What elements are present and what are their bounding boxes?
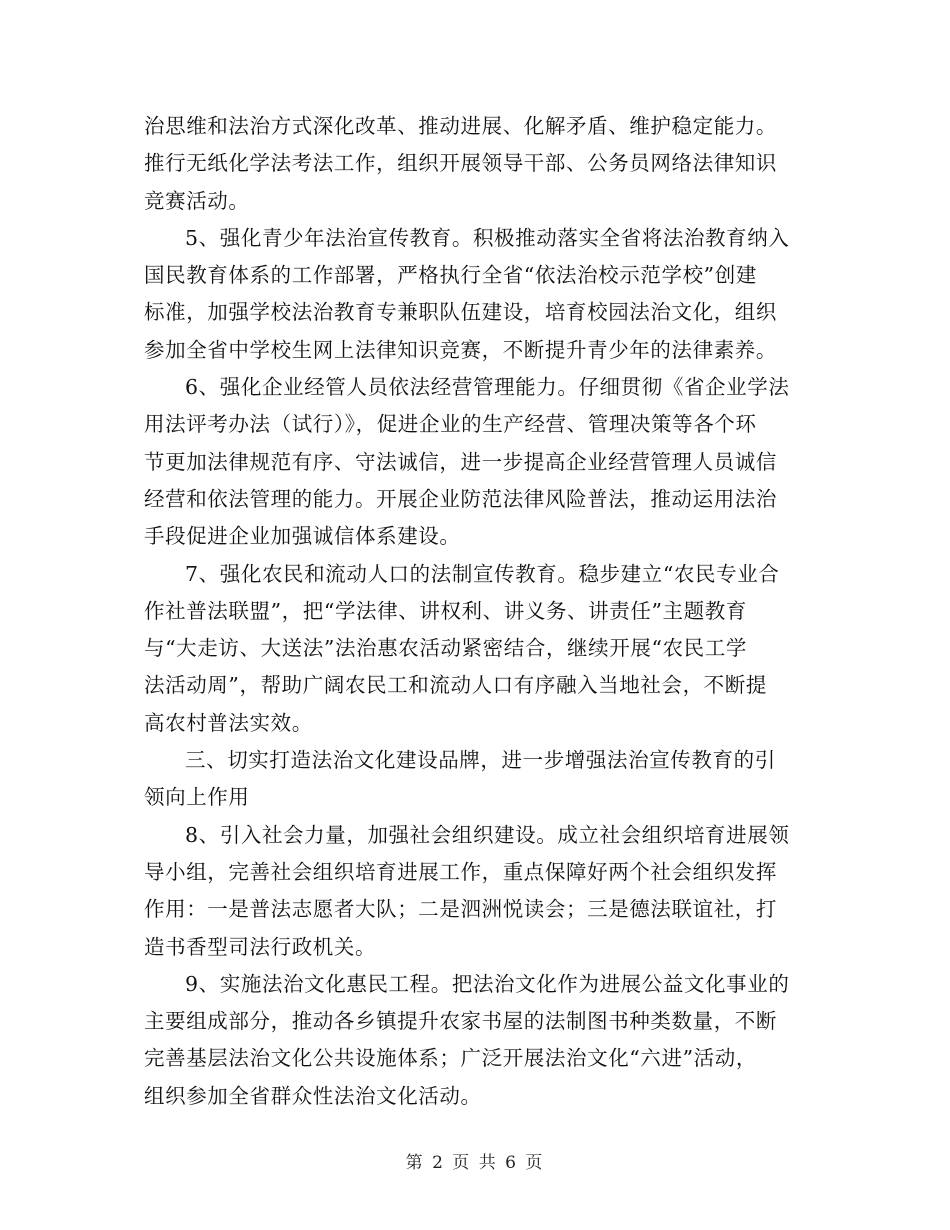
section-heading-3 [144, 742, 806, 817]
text-line: 9、实施法治文化惠民工程。把法治文化作为进展公益文化事业的 [185, 971, 790, 996]
paragraph-continued [144, 108, 806, 220]
text-line: 法活动周”，帮助广阔农民工和流动人口有序融入当地社会，不断提 [144, 673, 767, 698]
text-line: 参加全省中学校生网上法律知识竞赛，不断提升青少年的法律素养。 [144, 337, 777, 362]
text-line: 经营和依法管理的能力。开展企业防范法律风险普法，推动运用法治 [144, 486, 777, 511]
text-line: 主要组成部分，推动各乡镇提升农家书屋的法制图书种类数量，不断 [144, 1009, 777, 1034]
text-line: 国民教育体系的工作部署，严格执行全省“依法治校示范学校”创建 [144, 263, 757, 288]
text-line: 推行无纸化学法考法工作，组织开展领导干部、公务员网络法律知识 [144, 151, 777, 176]
document-body [144, 108, 806, 1115]
page-number-footer: 第 2 页 共 6 页 [405, 1153, 545, 1173]
text-line: 高农村普法实效。 [144, 710, 313, 735]
text-line: 领向上作用 [144, 785, 250, 810]
paragraph-item-5 [144, 220, 806, 369]
text-line: 7、强化农民和流动人口的法制宣传教育。稳步建立“农民专业合 [185, 561, 780, 586]
paragraph-item-7 [144, 556, 806, 742]
text-line: 8、引入社会力量，加强社会组织建设。成立社会组织培育进展领 [185, 822, 790, 847]
paragraph-item-9 [144, 966, 806, 1115]
text-line: 竞赛活动。 [144, 188, 250, 213]
text-line: 手段促进企业加强诚信体系建设。 [144, 524, 461, 549]
text-line: 作社普法联盟”，把“学法律、讲权利、讲义务、讲责任”主题教育 [144, 598, 747, 623]
text-line: 治思维和法治方式深化改革、推动进展、化解矛盾、维护稳定能力。 [144, 114, 777, 138]
text-line: 组织参加全省群众性法治文化活动。 [144, 1083, 482, 1108]
text-line: 作用：一是普法志愿者大队；二是泗洲悦读会；三是德法联谊社，打 [144, 897, 777, 922]
text-line: 完善基层法治文化公共设施体系；广泛开展法治文化“六进”活动， [144, 1046, 757, 1071]
text-line: 与“大走访、大送法”法治惠农活动紧密结合，继续开展“农民工学 [144, 636, 747, 661]
text-line: 5、强化青少年法治宣传教育。积极推动落实全省将法治教育纳入 [185, 225, 790, 250]
text-line: 6、强化企业经管人员依法经营管理能力。仔细贯彻《省企业学法 [185, 375, 790, 400]
paragraph-item-8 [144, 817, 806, 966]
text-line: 导小组，完善社会组织培育进展工作，重点保障好两个社会组织发挥 [144, 859, 777, 884]
text-line: 标准，加强学校法治教育专兼职队伍建设，培育校园法治文化，组织 [144, 300, 777, 325]
text-line: 用法评考办法（试行）》，促进企业的生产经营、管理决策等各个环 [144, 412, 757, 437]
text-line: 造书香型司法行政机关。 [144, 934, 377, 959]
text-line: 节更加法律规范有序、守法诚信，进一步提高企业经营管理人员诚信 [144, 449, 777, 474]
paragraph-item-6 [144, 369, 806, 555]
text-line: 三、切实打造法治文化建设品牌，进一步增强法治宣传教育的引 [185, 748, 776, 773]
